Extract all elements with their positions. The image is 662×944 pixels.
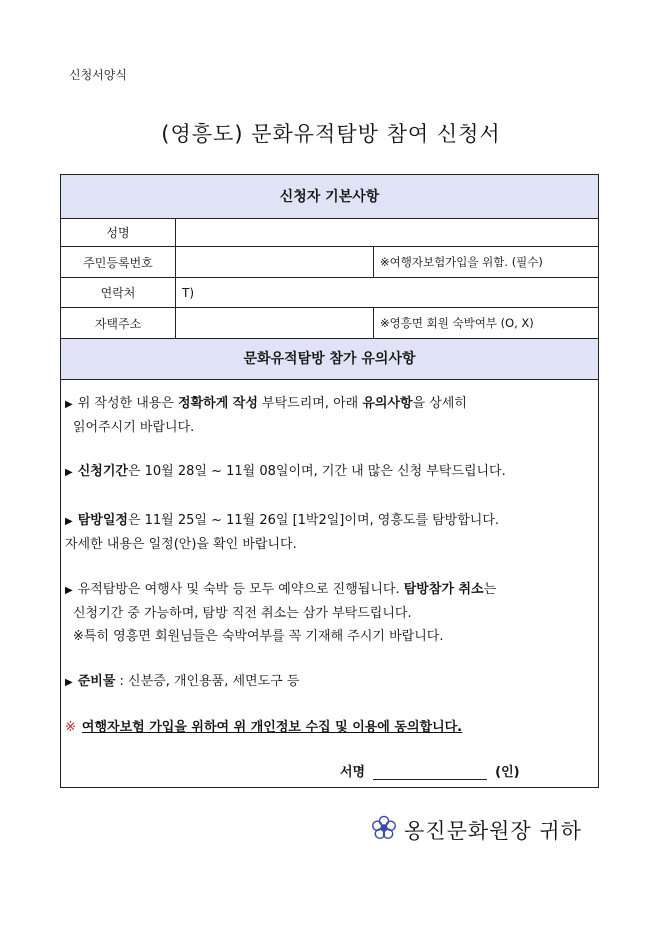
basic-info-header: 신청자 기본사항	[61, 175, 598, 219]
seal-label: (인)	[495, 765, 520, 780]
resident-number-row	[61, 247, 598, 278]
contact-row	[61, 278, 598, 308]
triangle-bullet-icon: ▶	[65, 585, 73, 596]
page-title: (영흥도) 문화유적탐방 참여 신청서	[161, 122, 501, 146]
name-row	[61, 219, 598, 247]
notice-item-schedule: ▶ 탐방일정은 11월 25일 ~ 11월 26일 [1박2일]이며, 영흥도를 탐방합니다. 자세한 내용은 일정(안)을 확인 바랍니다.	[65, 513, 500, 552]
notice-item-supplies: ▶ 준비물 : 신분증, 개인용품, 세면도구 등	[65, 674, 300, 689]
consent-statement: ※ 여행자보험 가입을 위하여 위 개인정보 수집 및 이용에 동의합니다.	[65, 720, 463, 735]
triangle-bullet-icon: ▶	[65, 467, 73, 478]
triangle-bullet-icon: ▶	[65, 399, 73, 410]
contact-label: 연락처	[61, 278, 176, 307]
triangle-bullet-icon: ▶	[65, 516, 73, 527]
address-label: 자택주소	[61, 308, 176, 338]
insurance-note: ※여행자보험가입을 위함. (필수)	[373, 247, 598, 277]
notice-header: 문화유적탐방 참가 유의사항	[61, 339, 598, 380]
contact-field[interactable]: T)	[182, 285, 195, 300]
addressee-text: 옹진문화원장 귀하	[404, 819, 582, 843]
notice-item-period: ▶ 신청기간은 10월 28일 ~ 11월 08일이며, 기간 내 많은 신청 부탁드립니다.	[65, 464, 506, 479]
flower-emblem-icon	[370, 814, 398, 846]
address-field[interactable]	[176, 308, 373, 338]
lodging-note: ※영흥면 회원 숙박여부 (O, X)	[373, 308, 598, 338]
signature-field[interactable]	[373, 765, 487, 780]
resident-number-field[interactable]	[176, 247, 373, 277]
form-label: 신청서양식	[69, 68, 127, 82]
notice-item-cancellation: ▶ 유적탐방은 여행사 및 숙박 등 모두 예약으로 진행됩니다. 탐방참가 취소는 신청기간 중 가능하며, 탐방 직전 취소는 삼가 부탁드립니다. ※특히 영흥면 회원님들은 숙박여부를 꼭 기재해 주시기 바랍니다.	[65, 582, 497, 644]
triangle-bullet-icon: ▶	[65, 677, 73, 688]
name-field[interactable]	[176, 219, 598, 246]
name-label: 성명	[61, 219, 176, 246]
application-form	[60, 174, 599, 788]
footer-addressee	[370, 814, 582, 846]
resident-number-label: 주민등록번호	[61, 247, 176, 277]
notice-item-accuracy: ▶ 위 작성한 내용은 정확하게 작성 부탁드리며, 아래 유의사항을 상세히 읽어주시기 바랍니다.	[65, 396, 467, 435]
signature-line	[340, 761, 520, 780]
warning-mark-icon: ※	[65, 720, 76, 735]
signature-label: 서명	[340, 765, 366, 780]
address-row	[61, 308, 598, 339]
